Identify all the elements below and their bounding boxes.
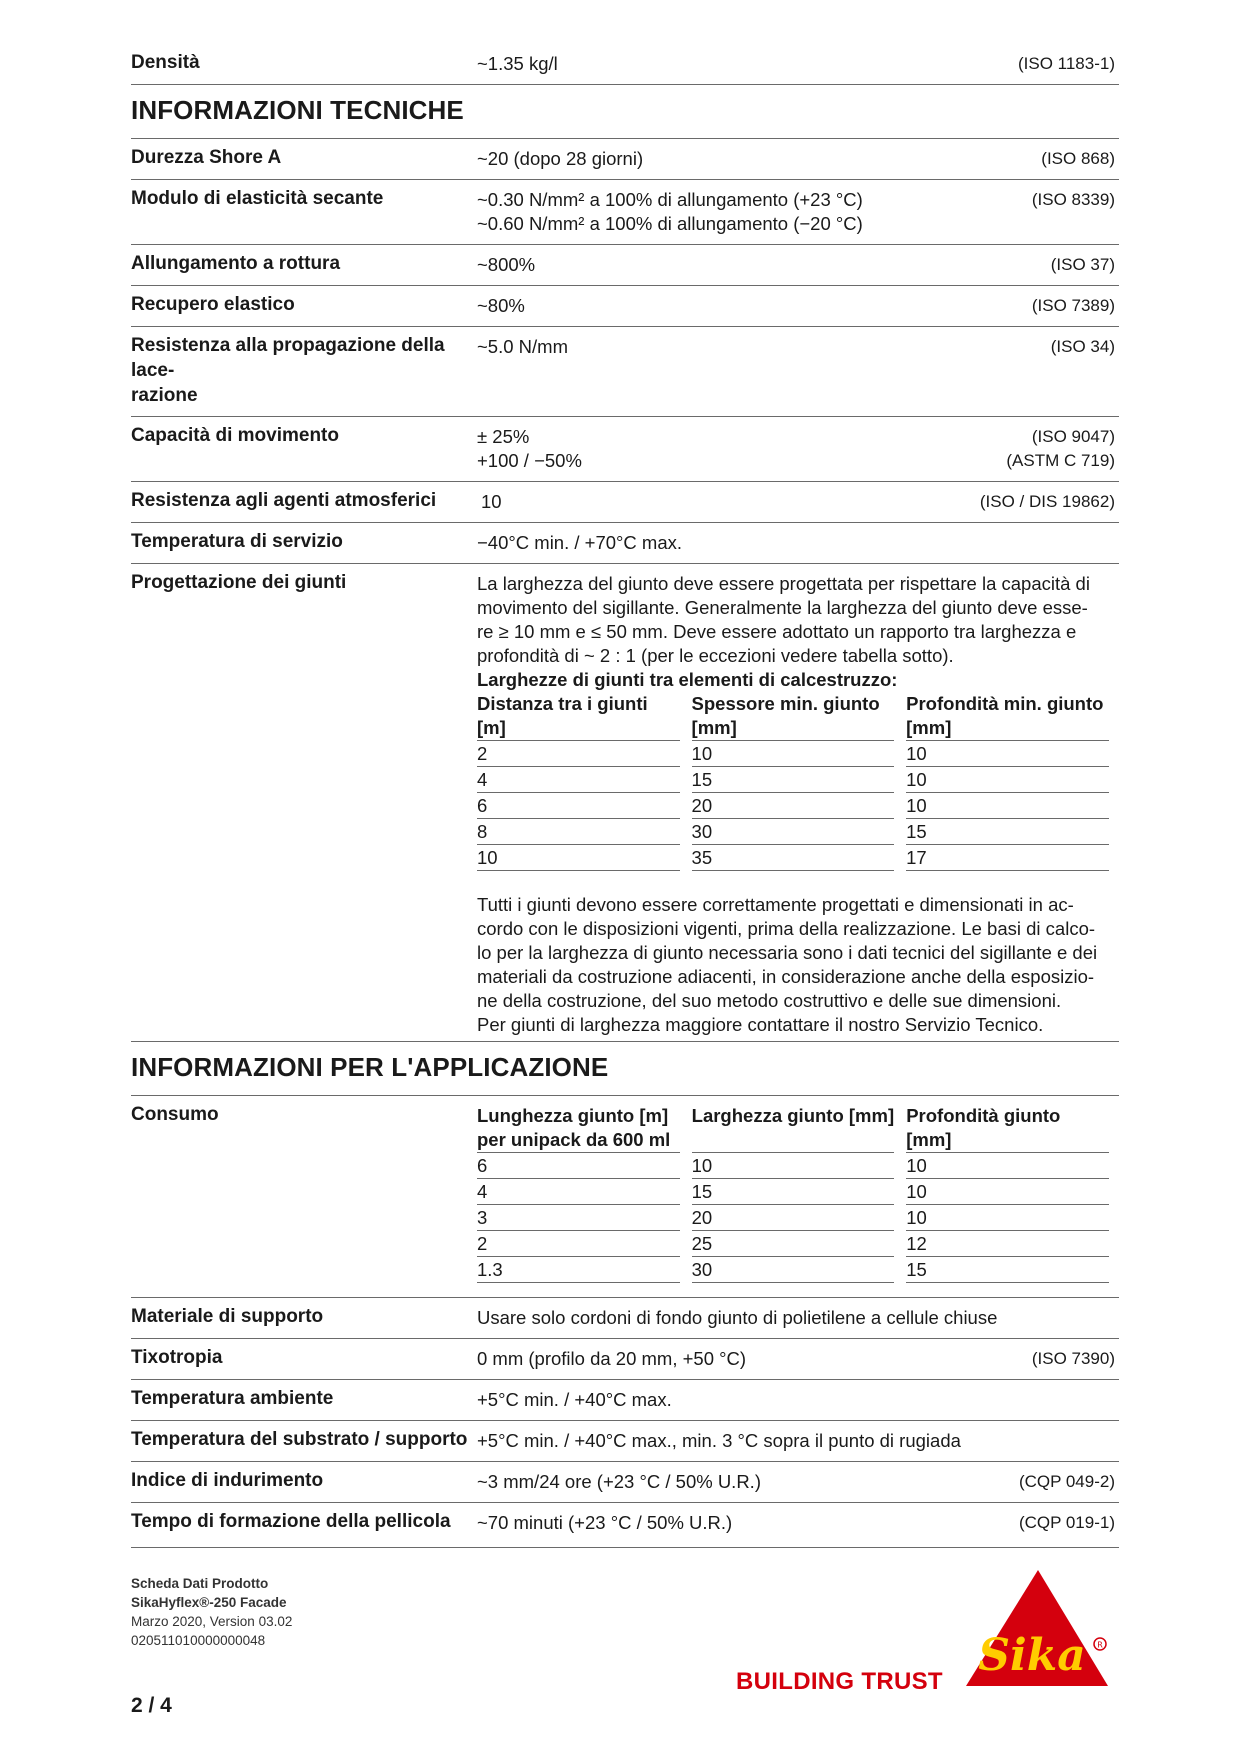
movement-row bbox=[131, 417, 1119, 482]
footer-version: Marzo 2020, Version 03.02 bbox=[131, 1614, 293, 1629]
joint-width-table bbox=[477, 692, 1109, 871]
joint-design-paragraph-1 bbox=[477, 572, 1119, 668]
curing-norm: (CQP 049-2) bbox=[1018, 1472, 1115, 1491]
tear-row bbox=[131, 327, 1119, 417]
joint-width-table-cell: 30 bbox=[692, 819, 895, 845]
consumption-header-1: Lunghezza giunto [m] per unipack da 600 ml bbox=[477, 1104, 680, 1153]
shore-row bbox=[131, 139, 1119, 180]
footer-info bbox=[131, 1574, 292, 1650]
joint-width-table-cell: 2 bbox=[477, 741, 680, 767]
section-application-title: INFORMAZIONI PER L'APPLICAZIONE bbox=[131, 1042, 1119, 1096]
weather-row bbox=[131, 482, 1119, 523]
movement-value bbox=[477, 423, 965, 473]
consumption-table-row bbox=[477, 1153, 1109, 1179]
weather-label: Resistenza agli agenti atmosferici bbox=[131, 490, 437, 511]
consumption-table-cell: 6 bbox=[477, 1153, 680, 1179]
consumption-table-cell: 10 bbox=[906, 1179, 1109, 1205]
substrate-value: +5°C min. / +40°C max., min. 3 °C sopra il punto di rugiada bbox=[477, 1430, 961, 1451]
movement-norm-line-1: (ISO 9047) bbox=[1031, 427, 1115, 446]
consumption-table-cell: 15 bbox=[906, 1257, 1109, 1283]
thixotropy-value: 0 mm (profilo da 20 mm, +50 °C) bbox=[477, 1348, 747, 1369]
section-technical-title: INFORMAZIONI TECNICHE bbox=[131, 85, 1119, 139]
movement-norm-line-2: (ASTM C 719) bbox=[1006, 451, 1115, 470]
backing-row bbox=[131, 1298, 1119, 1339]
shore-value: ~20 (dopo 28 giorni) bbox=[477, 148, 644, 169]
density-label: Densità bbox=[131, 52, 200, 73]
registered-mark-letter: R bbox=[1097, 1640, 1103, 1650]
joint-width-table-row bbox=[477, 741, 1109, 767]
service-temp-row bbox=[131, 523, 1119, 564]
consumption-table-row bbox=[477, 1179, 1109, 1205]
tear-label-line-2: razione bbox=[131, 385, 198, 406]
curing-value: ~3 mm/24 ore (+23 °C / 50% U.R.) bbox=[477, 1471, 761, 1492]
consumption-header-2: Larghezza giunto [mm] bbox=[692, 1104, 895, 1153]
joint-width-header-3: Profondità min. giunto [mm] bbox=[906, 692, 1109, 741]
joint-design-paragraph-2-line: materiali da costruzione adiacenti, in considerazione anche della esposizio- bbox=[477, 966, 1095, 987]
tear-label bbox=[131, 333, 477, 408]
joint-design-paragraph-2-line: lo per la larghezza di giunto necessaria sono i dati tecnici del sigillante e dei bbox=[477, 942, 1098, 963]
building-trust-slogan: BUILDING TRUST bbox=[736, 1668, 943, 1695]
joint-width-table-cell: 10 bbox=[906, 793, 1109, 819]
consumption-table bbox=[477, 1104, 1109, 1283]
joint-design-content bbox=[477, 570, 1119, 1037]
joint-design-paragraph-2 bbox=[477, 893, 1119, 1037]
joint-width-table-cell: 17 bbox=[906, 845, 1109, 871]
consumption-row bbox=[131, 1096, 1119, 1298]
consumption-table-row bbox=[477, 1257, 1109, 1283]
joint-width-table-cell: 10 bbox=[692, 741, 895, 767]
modulus-value bbox=[477, 186, 965, 236]
joint-width-table-body bbox=[477, 741, 1109, 871]
thixotropy-label: Tixotropia bbox=[131, 1347, 223, 1368]
service-temp-label: Temperatura di servizio bbox=[131, 531, 343, 552]
thixotropy-row bbox=[131, 1339, 1119, 1380]
weather-norm: (ISO / DIS 19862) bbox=[979, 492, 1115, 511]
ambient-value: +5°C min. / +40°C max. bbox=[477, 1389, 672, 1410]
modulus-value-line-1: ~0.30 N/mm² a 100% di allungamento (+23 °C) bbox=[477, 189, 863, 210]
backing-label: Materiale di supporto bbox=[131, 1306, 324, 1327]
joint-width-table-cell: 10 bbox=[906, 741, 1109, 767]
consumption-label: Consumo bbox=[131, 1104, 219, 1125]
joint-design-row bbox=[131, 564, 1119, 1042]
joint-width-table-cell: 4 bbox=[477, 767, 680, 793]
footer-product: SikaHyflex®-250 Facade bbox=[131, 1595, 287, 1610]
recovery-row bbox=[131, 286, 1119, 327]
thixotropy-norm: (ISO 7390) bbox=[1031, 1349, 1115, 1368]
page-number: 2 / 4 bbox=[131, 1694, 172, 1717]
consumption-table-cell: 15 bbox=[692, 1179, 895, 1205]
joint-width-header-2: Spessore min. giunto [mm] bbox=[692, 692, 895, 741]
substrate-row bbox=[131, 1421, 1119, 1462]
joint-design-paragraph-2-line: ne della costruzione, del suo metodo costruttivo e delle sue dimensioni. bbox=[477, 990, 1062, 1011]
sika-logo-wordmark: Sika bbox=[978, 1630, 1086, 1681]
shore-norm: (ISO 868) bbox=[1041, 149, 1115, 168]
movement-value-line-1: ± 25% bbox=[477, 426, 530, 447]
skin-row bbox=[131, 1503, 1119, 1548]
consumption-table-cell: 10 bbox=[906, 1153, 1109, 1179]
consumption-table-header bbox=[477, 1104, 1109, 1153]
tear-norm: (ISO 34) bbox=[1050, 337, 1115, 356]
tear-label-line-1: Resistenza alla propagazione della lace- bbox=[131, 335, 445, 381]
joint-width-table-row bbox=[477, 767, 1109, 793]
joint-design-paragraph-2-line: cordo con le disposizioni vigenti, prima della realizzazione. Le basi di calco- bbox=[477, 918, 1096, 939]
joint-design-label: Progettazione dei giunti bbox=[131, 572, 347, 593]
consumption-table-cell: 10 bbox=[692, 1153, 895, 1179]
consumption-table-cell: 3 bbox=[477, 1205, 680, 1231]
backing-value: Usare solo cordoni di fondo giunto di polietilene a cellule chiuse bbox=[477, 1307, 998, 1328]
consumption-table-cell: 2 bbox=[477, 1231, 680, 1257]
footer-doc-title: Scheda Dati Prodotto bbox=[131, 1576, 269, 1591]
consumption-table-cell: 20 bbox=[692, 1205, 895, 1231]
elongation-value: ~800% bbox=[477, 254, 536, 275]
joint-design-paragraph-2-line: Per giunti di larghezza maggiore contattare il nostro Servizio Tecnico. bbox=[477, 1014, 1044, 1035]
footer-code: 020511010000000048 bbox=[131, 1633, 266, 1648]
consumption-table-cell: 1.3 bbox=[477, 1257, 680, 1283]
consumption-content bbox=[477, 1102, 1119, 1283]
joint-design-paragraph-1-line: La larghezza del giunto deve essere progettata per rispettare la capacità di bbox=[477, 573, 1090, 594]
consumption-table-body bbox=[477, 1153, 1109, 1283]
elongation-norm: (ISO 37) bbox=[1050, 255, 1115, 274]
tear-value: ~5.0 N/mm bbox=[477, 336, 568, 357]
joint-width-table-cell: 8 bbox=[477, 819, 680, 845]
weather-value: 10 bbox=[481, 491, 502, 512]
elongation-label: Allungamento a rottura bbox=[131, 253, 341, 274]
joint-width-table-row bbox=[477, 819, 1109, 845]
datasheet-page bbox=[131, 46, 1119, 1548]
consumption-table-cell: 30 bbox=[692, 1257, 895, 1283]
skin-value: ~70 minuti (+23 °C / 50% U.R.) bbox=[477, 1512, 733, 1533]
movement-label: Capacità di movimento bbox=[131, 425, 339, 446]
joint-design-paragraph-1-line: movimento del sigillante. Generalmente la larghezza del giunto deve esse- bbox=[477, 597, 1088, 618]
joint-design-paragraph-2-line: Tutti i giunti devono essere correttamente progettati e dimensionati in ac- bbox=[477, 894, 1074, 915]
joint-width-table-cell: 35 bbox=[692, 845, 895, 871]
skin-norm: (CQP 019-1) bbox=[1018, 1513, 1115, 1532]
movement-value-line-2: +100 / −50% bbox=[477, 450, 582, 471]
sika-logo-icon bbox=[962, 1566, 1112, 1692]
movement-norm bbox=[965, 423, 1119, 473]
recovery-value: ~80% bbox=[477, 295, 525, 316]
modulus-value-line-2: ~0.60 N/mm² a 100% di allungamento (−20 °C) bbox=[477, 213, 863, 234]
shore-label: Durezza Shore A bbox=[131, 147, 282, 168]
joint-width-table-cell: 20 bbox=[692, 793, 895, 819]
curing-row bbox=[131, 1462, 1119, 1503]
consumption-header-3: Profondità giunto [mm] bbox=[906, 1104, 1109, 1153]
joint-width-table-row bbox=[477, 793, 1109, 819]
joint-width-table-row bbox=[477, 845, 1109, 871]
substrate-label: Temperatura del substrato / supporto bbox=[131, 1429, 468, 1450]
density-row bbox=[131, 46, 1119, 85]
modulus-norm: (ISO 8339) bbox=[1031, 190, 1115, 209]
ambient-label: Temperatura ambiente bbox=[131, 1388, 334, 1409]
elongation-row bbox=[131, 245, 1119, 286]
service-temp-value: −40°C min. / +70°C max. bbox=[477, 532, 683, 553]
joint-design-paragraph-1-line: profondità di ~ 2 : 1 (per le eccezioni vedere tabella sotto). bbox=[477, 645, 954, 666]
consumption-table-cell: 4 bbox=[477, 1179, 680, 1205]
joint-width-table-cell: 6 bbox=[477, 793, 680, 819]
joint-design-subhead: Larghezze di giunti tra elementi di calcestruzzo: bbox=[477, 669, 898, 690]
joint-width-table-cell: 15 bbox=[692, 767, 895, 793]
modulus-row bbox=[131, 180, 1119, 245]
curing-label: Indice di indurimento bbox=[131, 1470, 324, 1491]
modulus-label: Modulo di elasticità secante bbox=[131, 188, 384, 209]
consumption-table-cell: 25 bbox=[692, 1231, 895, 1257]
joint-design-paragraph-1-line: re ≥ 10 mm e ≤ 50 mm. Deve essere adottato un rapporto tra larghezza e bbox=[477, 621, 1077, 642]
joint-width-table-cell: 10 bbox=[906, 767, 1109, 793]
joint-width-header-1: Distanza tra i giunti [m] bbox=[477, 692, 680, 741]
ambient-row bbox=[131, 1380, 1119, 1421]
joint-width-table-cell: 15 bbox=[906, 819, 1109, 845]
joint-width-table-cell: 10 bbox=[477, 845, 680, 871]
recovery-label: Recupero elastico bbox=[131, 294, 295, 315]
consumption-table-row bbox=[477, 1231, 1109, 1257]
consumption-table-cell: 10 bbox=[906, 1205, 1109, 1231]
skin-label: Tempo di formazione della pellicola bbox=[131, 1511, 451, 1532]
density-norm: (ISO 1183-1) bbox=[1017, 54, 1115, 73]
density-value: ~1.35 kg/l bbox=[477, 53, 558, 74]
consumption-table-row bbox=[477, 1205, 1109, 1231]
recovery-norm: (ISO 7389) bbox=[1031, 296, 1115, 315]
consumption-table-cell: 12 bbox=[906, 1231, 1109, 1257]
joint-width-table-header bbox=[477, 692, 1109, 741]
